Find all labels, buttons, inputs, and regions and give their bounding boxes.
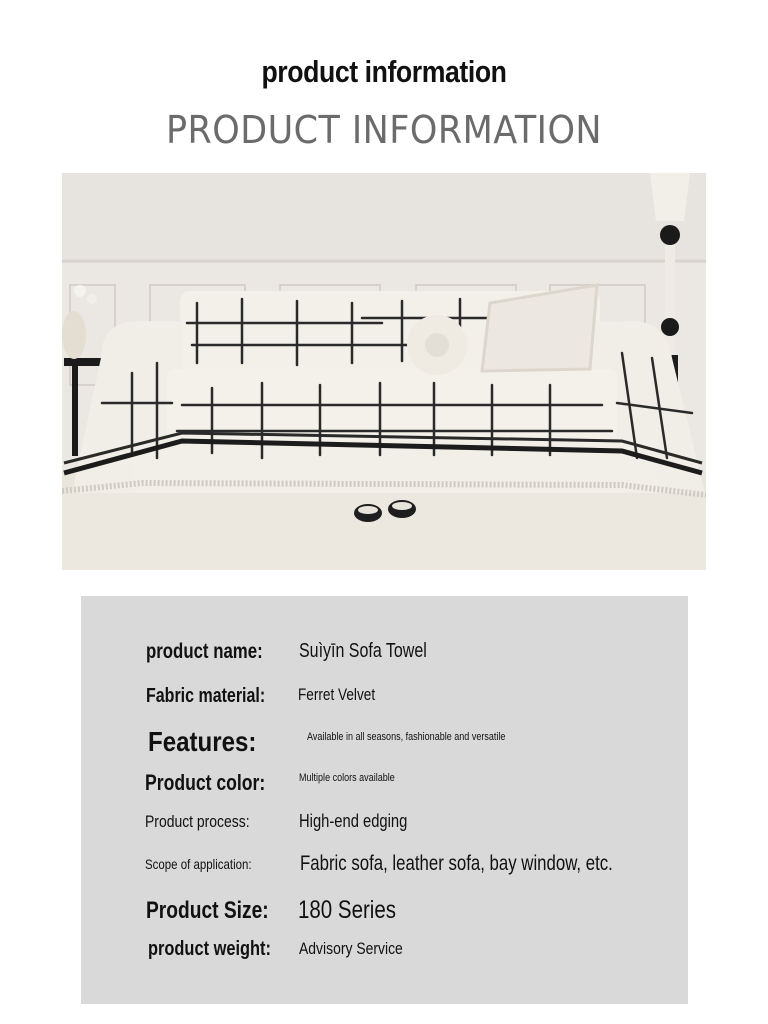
product-color-label: Product color: [145,770,266,795]
page-title: product information [261,54,507,89]
scope-of-application-value: Fabric sofa, leather sofa, bay window, etc. [300,852,613,875]
page-subtitle: PRODUCT INFORMATION [165,108,603,152]
product-size-value: 180 Series [298,896,397,924]
fabric-material-label: Fabric material: [146,685,266,707]
product-name-value: Suìyīn Sofa Towel [299,640,427,662]
product-name-label: product name: [146,640,263,663]
product-weight-label: product weight: [148,938,271,960]
features-label: Features: [148,726,257,757]
product-process-label: Product process: [145,812,250,831]
product-size-label: Product Size: [146,897,269,924]
scope-of-application-label: Scope of application: [145,856,252,872]
features-value: Available in all seasons, fashionable and versatile [307,731,506,743]
product-weight-value: Advisory Service [299,939,403,958]
fabric-material-value: Ferret Velvet [298,685,376,704]
product-color-value: Multiple colors available [299,772,395,784]
product-photo [62,173,706,570]
product-process-value: High-end edging [299,811,408,831]
product-info-panel [81,596,688,1004]
